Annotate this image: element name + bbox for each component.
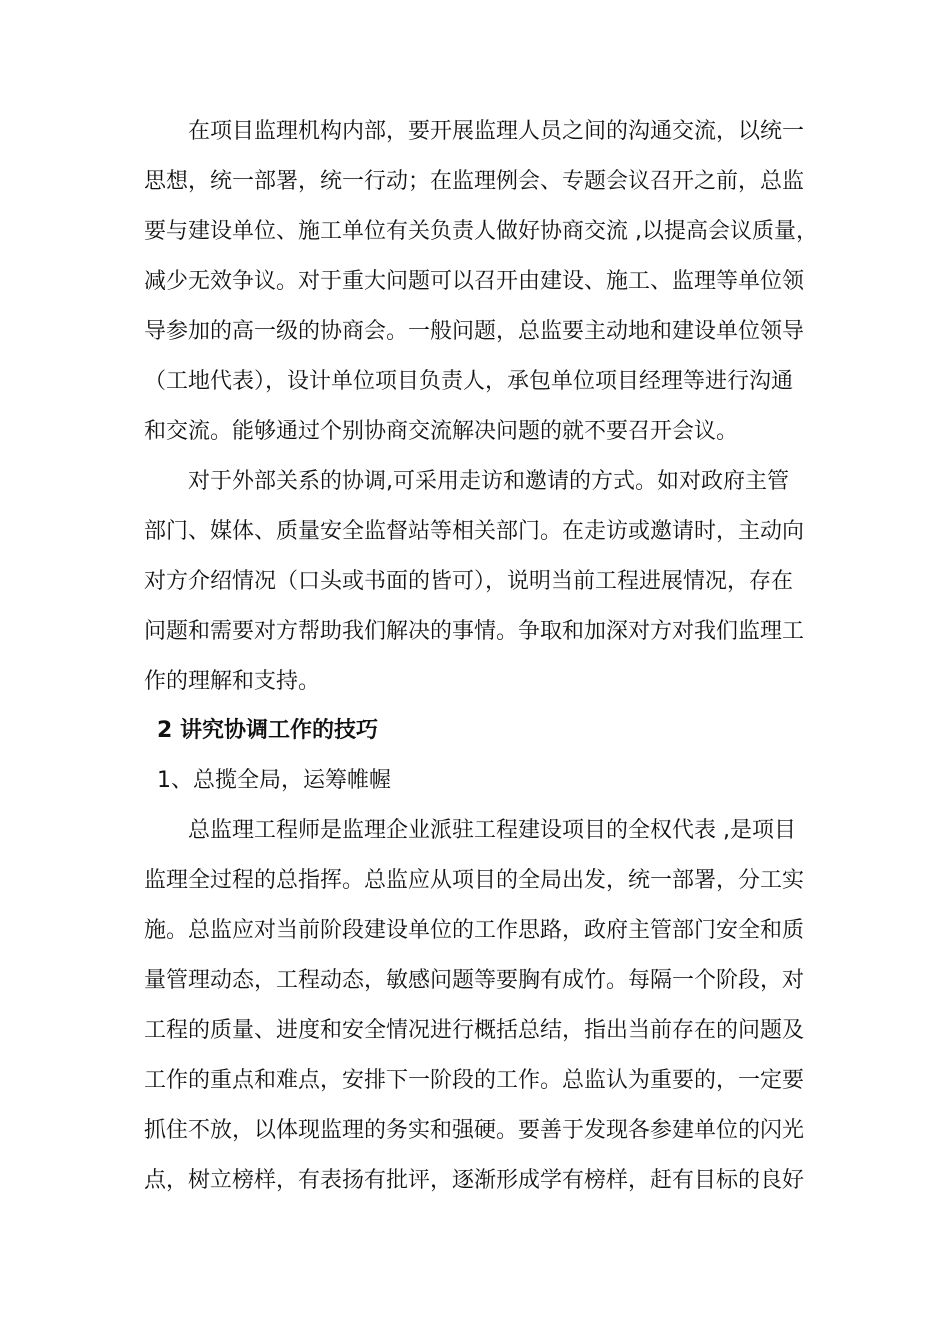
section-heading: 2 讲究协调工作的技巧 bbox=[157, 718, 378, 743]
subsection-heading: 1、总揽全局，运筹帷幄 bbox=[157, 768, 391, 793]
paragraph-line: 监理全过程的总指挥。总监应从项目的全局出发，统一部署，分工实 bbox=[144, 868, 805, 893]
paragraph-line: 减少无效争议。对于重大问题可以召开由建设、施工、监理等单位领 bbox=[144, 269, 805, 294]
paragraph-line: 点，树立榜样，有表扬有批评，逐渐形成学有榜样，赶有目标的良好 bbox=[144, 1168, 805, 1193]
paragraph-line: 要与建设单位、施工单位有关负责人做好协商交流 ,以提高会议质量， bbox=[144, 219, 818, 244]
paragraph-line: 施。总监应对当前阶段建设单位的工作思路，政府主管部门安全和质 bbox=[144, 918, 805, 943]
paragraph-line: 部门、媒体、质量安全监督站等相关部门。在走访或邀请时，主动向 bbox=[144, 519, 805, 544]
paragraph-line: 工程的质量、进度和安全情况进行概括总结，指出当前存在的问题及 bbox=[144, 1018, 805, 1043]
paragraph-line: 对方介绍情况（口头或书面的皆可），说明当前工程进展情况，存在 bbox=[144, 569, 794, 594]
paragraph-line: 总监理工程师是监理企业派驻工程建设项目的全权代表 ,是项目 bbox=[188, 818, 796, 843]
paragraph-line: 对于外部关系的协调,可采用走访和邀请的方式。如对政府主管 bbox=[188, 469, 789, 494]
paragraph-line: 导参加的高一级的协商会。一般问题，总监要主动地和建设单位领导 bbox=[144, 319, 805, 344]
paragraph-line: 和交流。能够通过个别协商交流解决问题的就不要召开会议。 bbox=[144, 419, 739, 444]
paragraph-line: 在项目监理机构内部，要开展监理人员之间的沟通交流，以统一 bbox=[188, 119, 805, 144]
paragraph-line: 工作的重点和难点，安排下一阶段的工作。总监认为重要的，一定要 bbox=[144, 1068, 805, 1093]
paragraph-line: 问题和需要对方帮助我们解决的事情。争取和加深对方对我们监理工 bbox=[144, 619, 805, 644]
paragraph-line: （工地代表），设计单位项目负责人，承包单位项目经理等进行沟通 bbox=[144, 369, 794, 394]
paragraph-line: 量管理动态，工程动态，敏感问题等要胸有成竹。每隔一个阶段，对 bbox=[144, 968, 805, 993]
paragraph-line: 思想，统一部署，统一行动；在监理例会、专题会议召开之前，总监 bbox=[144, 169, 805, 194]
paragraph-line: 抓住不放，以体现监理的务实和强硬。要善于发现各参建单位的闪光 bbox=[144, 1118, 805, 1143]
paragraph-line: 作的理解和支持。 bbox=[144, 669, 321, 694]
